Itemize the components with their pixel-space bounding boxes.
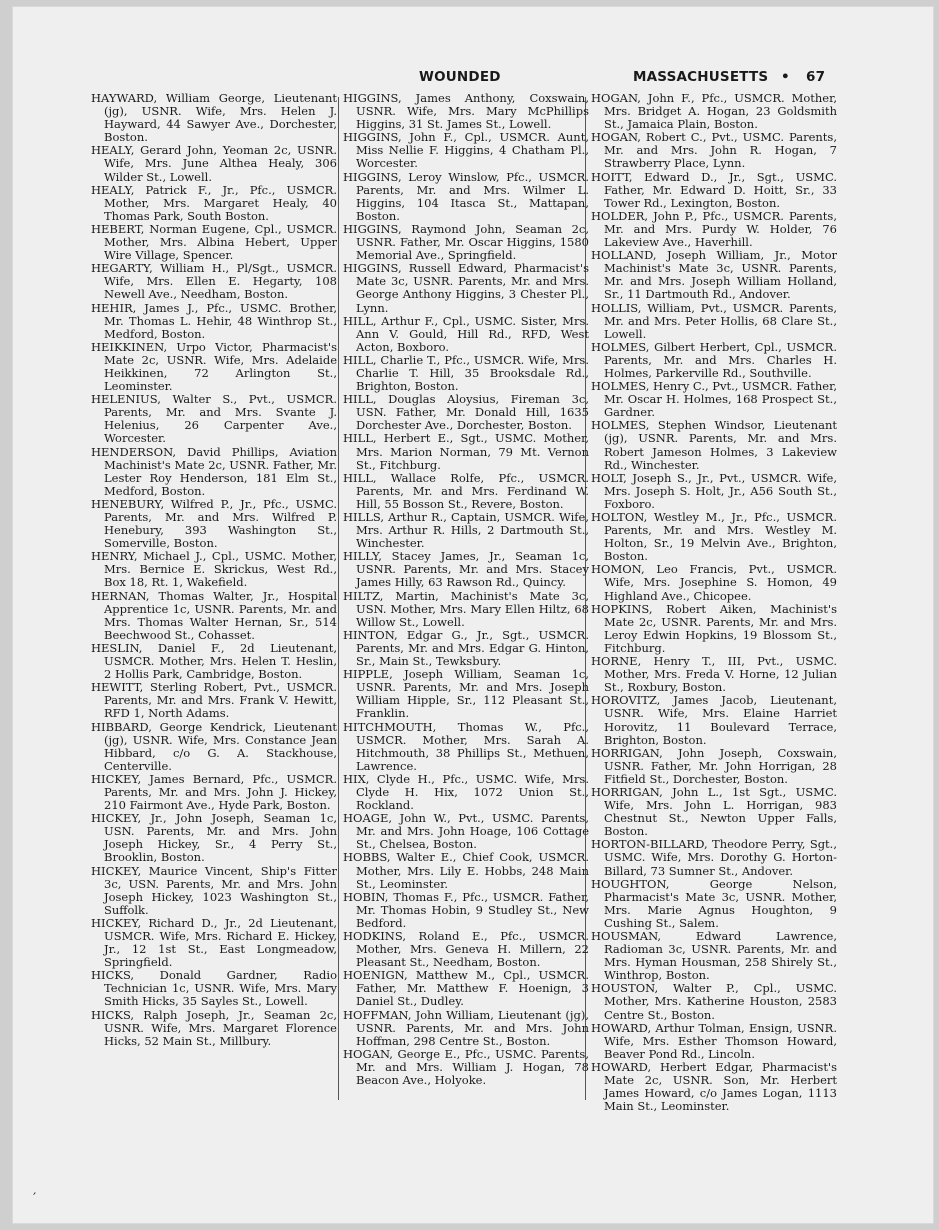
casualty-entry: HOLT, Joseph S., Jr., Pvt., USMCR. Wife, Mrs. Joseph S. Holt, Jr., A56 South St., Foxboro. (591, 470, 837, 511)
header-bullet: • (781, 69, 790, 85)
column-1 (91, 92, 337, 1048)
casualty-entry: HEIKKINEN, Urpo Victor, Pharmacist's Mate 2c, USNR. Wife, Mrs. Adelaide Heikkinen, 72 Arlington St., Leominster. (91, 339, 337, 394)
casualty-entry: HIGGINS, Russell Edward, Pharmacist's Mate 3c, USNR. Parents, Mr. and Mrs. George Anthony Higgins, 3 Chester Pl., Lynn. (343, 261, 589, 315)
casualty-entry: HESLIN, Daniel F., 2d Lieutenant, USMCR. Mother, Mrs. Helen T. Heslin, 2 Hollis Park, Cambridge, Boston. (91, 640, 337, 682)
casualty-entry: HIX, Clyde H., Pfc., USMC. Wife, Mrs. Clyde H. Hix, 1072 Union St., Rockland. (343, 771, 589, 813)
casualty-entry: HOBBS, Walter E., Chief Cook, USMCR. Mother, Mrs. Lily E. Hobbs, 248 Main St., Leominster. (343, 850, 589, 891)
column-divider (338, 97, 339, 1100)
column-2 (343, 92, 589, 1087)
casualty-entry: HOGAN, Robert C., Pvt., USMC. Parents, Mr. and Mrs. John R. Hogan, 7 Strawberry Place, Lynn. (591, 130, 837, 171)
casualty-entry: HILL, Arthur F., Cpl., USMC. Sister, Mrs. Ann V. Gould, Hill Rd., RFD, West Acton, Boxboro. (343, 313, 589, 354)
casualty-entry: HILL, Wallace Rolfe, Pfc., USMCR. Parents, Mr. and Mrs. Ferdinand W. Hill, 55 Bosson St., Revere, Boston. (343, 470, 589, 511)
casualty-entry: HILLS, Arthur R., Captain, USMCR. Wife, Mrs. Arthur R. Hills, 2 Dartmouth St., Winchester. (343, 510, 589, 551)
casualty-entry: HEHIR, James J., Pfc., USMC. Brother, Mr. Thomas L. Hehir, 48 Winthrop St., Medford, Boston. (91, 300, 337, 341)
casualty-entry: HENRY, Michael J., Cpl., USMC. Mother, Mrs. Bernice E. Skrickus, West Rd., Box 18, Rt. 1, Wakefield. (91, 549, 337, 590)
casualty-entry: HILLY, Stacey James, Jr., Seaman 1c, USNR. Parents, Mr. and Mrs. Stacey James Hilly, 63 Rawson Rd., Quincy. (343, 549, 589, 590)
casualty-entry: HEBERT, Norman Eugene, Cpl., USMCR. Mother, Mrs. Albina Hebert, Upper Wire Village, Spencer. (91, 221, 337, 263)
casualty-entry: HOUSTON, Walter P., Cpl., USMC. Mother, Mrs. Katherine Houston, 2583 Centre St., Boston. (591, 981, 837, 1022)
casualty-entry: HOLMES, Henry C., Pvt., USMCR. Father, Mr. Oscar H. Holmes, 168 Prospect St., Gardner. (591, 379, 838, 420)
casualty-entry: HOUGHTON, George Nelson, Pharmacist's Mate 3c, USNR. Mother, Mrs. Marie Agnus Houghton, 9 Cushing St., Salem. (591, 876, 837, 930)
casualty-entry: HIPPLE, Joseph William, Seaman 1c, USNR. Parents, Mr. and Mrs. Joseph William Hipple, Sr., 112 Pleasant St., Franklin. (343, 667, 589, 721)
casualty-entry: HOWARD, Arthur Tolman, Ensign, USNR. Wife, Mrs. Esther Thomson Howard, Beaver Pond Rd., Lincoln. (591, 1020, 837, 1061)
column-3 (591, 92, 837, 1113)
casualty-entry: HOGAN, George E., Pfc., USMC. Parents, Mr. and Mrs. William J. Hogan, 78 Beacon Ave., Holyoke. (343, 1046, 589, 1088)
casualty-entry: HIGGINS, James Anthony, Coxswain, USNR. Wife, Mrs. Mary McPhillips Higgins, 31 St. James St., Lowell. (343, 91, 589, 132)
casualty-entry: HICKEY, Richard D., Jr., 2d Lieutenant, USMCR. Wife, Mrs. Richard E. Hickey, Jr., 12 1st St., East Longmeadow, Springfield. (91, 915, 337, 970)
casualty-entry: HOROVITZ, James Jacob, Lieutenant, USNR. Wife, Mrs. Elaine Harriet Horovitz, 11 Boulevard Terrace, Brighton, Boston. (591, 693, 837, 747)
casualty-entry: HIGGINS, Leroy Winslow, Pfc., USMCR. Parents, Mr. and Mrs. Wilmer L. Higgins, 104 Itasca St., Mattapan, Boston. (343, 169, 589, 223)
casualty-entry: HILL, Douglas Aloysius, Fireman 3c, USN. Father, Mr. Donald Hill, 1635 Dorchester Ave., Dorchester, Boston. (343, 392, 589, 433)
casualty-entry: HOUSMAN, Edward Lawrence, Radioman 3c, USNR. Parents, Mr. and Mrs. Hyman Housman, 258 Shirely St., Winthrop, Boston. (591, 929, 837, 983)
casualty-entry: HORRIGAN, John L., 1st Sgt., USMC. Wife, Mrs. John L. Horrigan, 983 Chestnut St., Newton Upper Falls, Boston. (591, 784, 837, 839)
casualty-entry: HEGARTY, William H., Pl/Sgt., USMCR. Wife, Mrs. Ellen E. Hegarty, 108 Newell Ave., Needham, Boston. (91, 261, 337, 302)
casualty-entry: HOGAN, John F., Pfc., USMCR. Mother, Mrs. Bridget A. Hogan, 23 Goldsmith St., Jamaica Plain, Boston. (591, 91, 837, 132)
casualty-entry: HOWARD, Herbert Edgar, Pharmacist's Mate 2c, USNR. Son, Mr. Herbert James Howard, c/o James Logan, 1113 Main St., Leominster. (591, 1059, 837, 1114)
casualty-entry: HOFFMAN, John William, Lieutenant (jg), USNR. Parents, Mr. and Mrs. John Hoffman, 298 Centre St., Boston. (343, 1007, 589, 1048)
casualty-entry: HOAGE, John W., Pvt., USMC. Parents, Mr. and Mrs. John Hoage, 106 Cottage St., Chelsea, Boston. (343, 811, 589, 852)
casualty-entry: HORRIGAN, John Joseph, Coxswain, USNR. Father, Mr. John Horrigan, 28 Fitfield St., Dorchester, Boston. (591, 745, 837, 786)
casualty-entry: HICKS, Donald Gardner, Radio Technician 1c, USNR. Wife, Mrs. Mary Smith Hicks, 35 Sayles St., Lowell. (91, 968, 337, 1009)
state-title: MASSACHUSETTS (633, 69, 769, 85)
casualty-entry: HOITT, Edward D., Jr., Sgt., USMC. Father, Mr. Edward D. Hoitt, Sr., 33 Tower Rd., Lexington, Boston. (591, 169, 837, 210)
casualty-entry: HOLTON, Westley M., Jr., Pfc., USMCR. Parents, Mr. and Mrs. Westley M. Holton, Sr., 19 Melvin Ave., Brighton, Boston. (591, 510, 837, 564)
section-title: WOUNDED (419, 69, 501, 85)
casualty-entry: HEALY, Gerard John, Yeoman 2c, USNR. Wife, Mrs. June Althea Healy, 306 Wilder St., Lowell. (91, 143, 337, 184)
casualty-entry: HAYWARD, William George, Lieutenant (jg), USNR. Wife, Mrs. Helen J. Hayward, 44 Sawyer Ave., Dorchester, Boston. (91, 91, 337, 145)
casualty-entry: HEWITT, Sterling Robert, Pvt., USMCR. Parents, Mr. and Mrs. Frank V. Hewitt, RFD 1, North Adams. (91, 680, 337, 721)
casualty-entry: HILL, Herbert E., Sgt., USMC. Mother, Mrs. Marion Norman, 79 Mt. Vernon St., Fitchburg. (343, 431, 589, 472)
casualty-entry: HOLDER, John P., Pfc., USMCR. Parents, Mr. and Mrs. Purdy W. Holder, 76 Lakeview Ave., Haverhill. (591, 208, 837, 250)
casualty-entry: HOLLIS, William, Pvt., USMCR. Parents, Mr. and Mrs. Peter Hollis, 68 Clare St., Lowell. (591, 300, 837, 341)
casualty-entry: HIGGINS, John F., Cpl., USMCR. Aunt, Miss Nellie F. Higgins, 4 Chatham Pl., Worcester. (343, 130, 589, 171)
casualty-entry: HOENIGN, Matthew M., Cpl., USMCR. Father, Mr. Matthew F. Hoenign, 3 Daniel St., Dudley. (343, 968, 589, 1009)
casualty-entry: HODKINS, Roland E., Pfc., USMCR. Mother, Mrs. Geneva H. Millern, 22 Pleasant St., Needham, Boston. (343, 929, 589, 970)
casualty-entry: HOLLAND, Joseph William, Jr., Motor Machinist's Mate 3c, USNR. Parents, Mr. and Mrs. Joseph William Holland, Sr., 11 Dartmouth Rd., Andover. (591, 248, 837, 302)
casualty-entry: HELENIUS, Walter S., Pvt., USMCR. Parents, Mr. and Mrs. Svante J. Helenius, 26 Carpenter Ave., Worcester. (91, 392, 337, 446)
casualty-entry: HICKS, Ralph Joseph, Jr., Seaman 2c, USNR. Wife, Mrs. Margaret Florence Hicks, 52 Main St., Millbury. (91, 1007, 337, 1048)
casualty-entry: HOMON, Leo Francis, Pvt., USMCR. Wife, Mrs. Josephine S. Homon, 49 Highland Ave., Chicopee. (591, 562, 837, 603)
casualty-entry: HENEBURY, Wilfred P., Jr., Pfc., USMC. Parents, Mr. and Mrs. Wilfred P. Henebury, 393 Washington St., Somerville, Boston. (91, 496, 337, 551)
casualty-entry: HILL, Charlie T., Pfc., USMCR. Wife, Mrs. Charlie T. Hill, 35 Brooksdale Rd., Brighton, Boston. (343, 352, 589, 394)
casualty-entry: HIGGINS, Raymond John, Seaman 2c, USNR. Father, Mr. Oscar Higgins, 1580 Memorial Ave., Springfield. (343, 221, 589, 263)
page-header (0, 64, 939, 84)
casualty-entry: HICKEY, James Bernard, Pfc., USMCR. Parents, Mr. and Mrs. John J. Hickey, 210 Fairmont Ave., Hyde Park, Boston. (91, 771, 337, 813)
casualty-entry: HOLMES, Gilbert Herbert, Cpl., USMCR. Parents, Mr. and Mrs. Charles H. Holmes, Parkerville Rd., Southville. (591, 339, 837, 380)
casualty-entry: HIBBARD, George Kendrick, Lieutenant (jg), USNR. Wife, Mrs. Constance Jean Hibbard, c/o G. A. Stackhouse, Centerville. (91, 719, 337, 773)
casualty-entry: HORTON-BILLARD, Theodore Perry, Sgt., USMC. Wife, Mrs. Dorothy G. Horton-Billard, 73 Sumner St., Andover. (591, 837, 837, 878)
casualty-entry: HILTZ, Martin, Machinist's Mate 3c, USN. Mother, Mrs. Mary Ellen Hiltz, 68 Willow St., Lowell. (343, 588, 589, 629)
page-number: 67 (806, 69, 826, 85)
casualty-entry: HOPKINS, Robert Aiken, Machinist's Mate 2c, USNR. Parents, Mr. and Mrs. Leroy Edwin Hopkins, 19 Blossom St., Fitchburg. (591, 601, 837, 655)
casualty-entry: HERNAN, Thomas Walter, Jr., Hospital Apprentice 1c, USNR. Parents, Mr. and Mrs. Thomas Walter Hernan, Sr., 514 Beechwood St., Cohasset. (91, 588, 337, 642)
casualty-entry: HICKEY, Jr., John Joseph, Seaman 1c, USN. Parents, Mr. and Mrs. John Joseph Hickey, Sr., 4 Perry St., Brooklin, Boston. (91, 811, 337, 865)
casualty-entry: HEALY, Patrick F., Jr., Pfc., USMCR. Mother, Mrs. Margaret Healy, 40 Thomas Park, South Boston. (91, 182, 337, 223)
casualty-entry: HICKEY, Maurice Vincent, Ship's Fitter 3c, USN. Parents, Mr. and Mrs. John Joseph Hickey, 1023 Washington St., Suffolk. (91, 863, 337, 917)
casualty-entry: HITCHMOUTH, Thomas W., Pfc., USMCR. Mother, Mrs. Sarah A. Hitchmouth, 38 Phillips St., Methuen, Lawrence. (343, 719, 589, 773)
casualty-entry: HINTON, Edgar G., Jr., Sgt., USMCR. Parents, Mr. and Mrs. Edgar G. Hinton, Sr., Main St., Tewksbury. (343, 627, 589, 669)
casualty-entry: HOLMES, Stephen Windsor, Lieutenant (jg), USNR. Parents, Mr. and Mrs. Robert Jameson Holmes, 3 Lakeview Rd., Winchester. (591, 418, 837, 472)
casualty-entry: HORNE, Henry T., III, Pvt., USMC. Mother, Mrs. Freda V. Horne, 12 Julian St., Roxbury, Boston. (591, 654, 837, 695)
margin-mark: ′ (33, 1191, 37, 1207)
casualty-entry: HOBIN, Thomas F., Pfc., USMCR. Father, Mr. Thomas Hobin, 9 Studley St., New Bedford. (343, 889, 589, 930)
casualty-entry: HENDERSON, David Phillips, Aviation Machinist's Mate 2c, USNR. Father, Mr. Lester Roy Henderson, 181 Elm St., Medford, Boston. (91, 444, 337, 498)
